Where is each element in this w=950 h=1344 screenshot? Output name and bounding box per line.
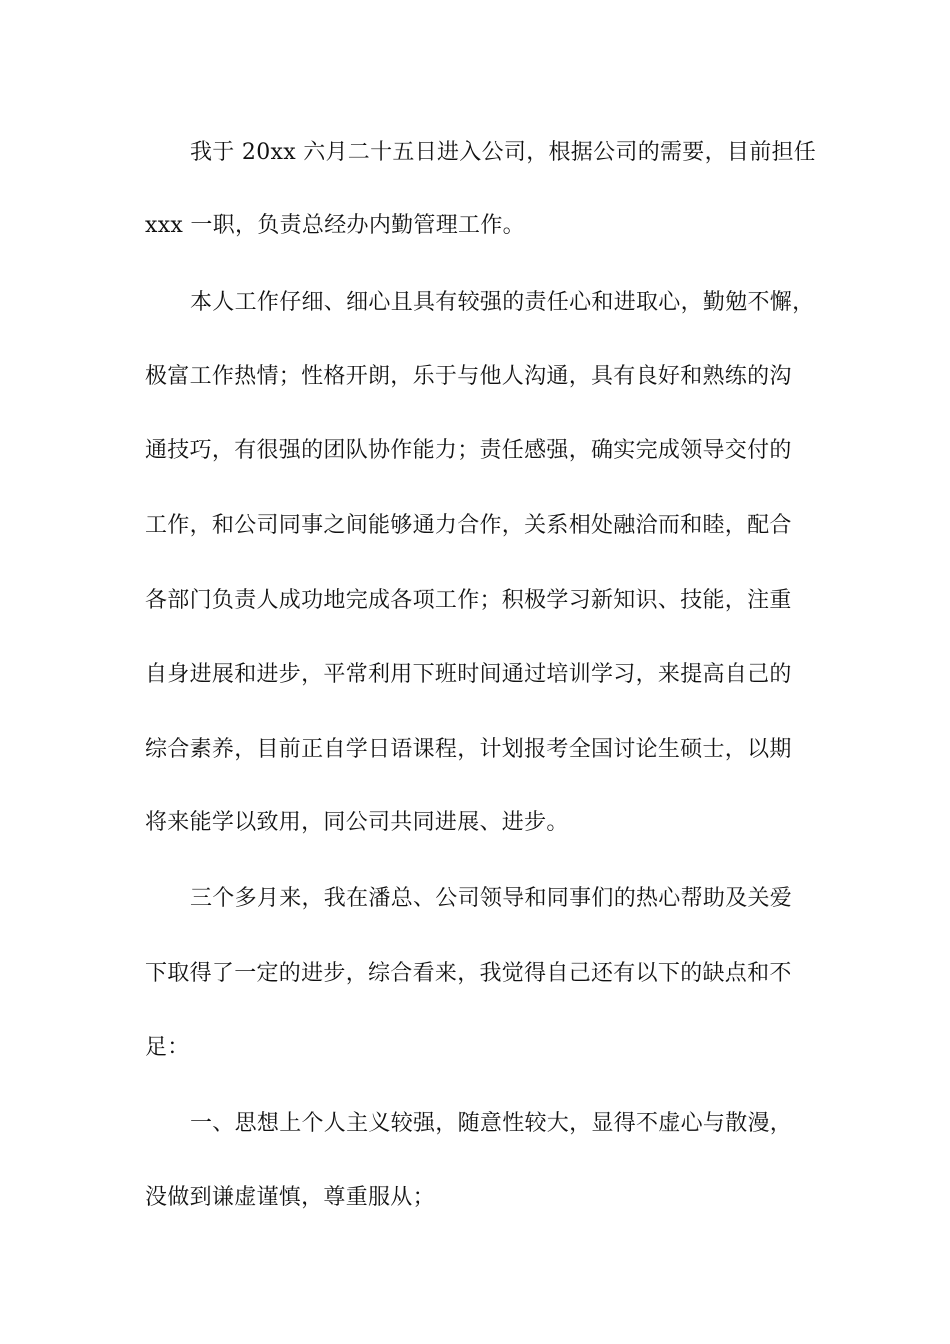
paragraph-2-line-1: 本人工作仔细、细心且具有较强的责任心和进取心，勤勉不懈， (190, 290, 815, 315)
paragraph-2-line-2: 极富工作热情；性格开朗，乐于与他人沟通，具有良好和熟练的沟 (145, 364, 792, 389)
paragraph-4-line-2: 没做到谦虚谨慎，尊重服从； (145, 1185, 435, 1210)
paragraph-2-line-6: 自身进展和进步，平常利用下班时间通过培训学习，来提高自己的 (145, 662, 792, 687)
paragraph-3-line-1: 三个多月来，我在潘总、公司领导和同事们的热心帮助及关爱 (190, 886, 793, 911)
paragraph-1-line-1: 我于 20xx 六月二十五日进入公司，根据公司的需要，目前担任 (190, 140, 817, 165)
paragraph-1-line-2: xxx 一职，负责总经办内勤管理工作。 (145, 213, 525, 238)
paragraph-2-line-5: 各部门负责人成功地完成各项工作；积极学习新知识、技能，注重 (145, 588, 792, 613)
paragraph-3-line-3: 足： (145, 1035, 190, 1060)
paragraph-2-line-4: 工作，和公司同事之间能够通力合作，关系相处融洽而和睦，配合 (145, 513, 792, 538)
paragraph-2-line-8: 将来能学以致用，同公司共同进展、进步。 (145, 810, 569, 835)
paragraph-2-line-3: 通技巧，有很强的团队协作能力；责任感强，确实完成领导交付的 (145, 438, 792, 463)
paragraph-3-line-2: 下取得了一定的进步，综合看来，我觉得自己还有以下的缺点和不 (145, 961, 792, 986)
paragraph-4-line-1: 一、思想上个人主义较强，随意性较大，显得不虚心与散漫， (190, 1111, 793, 1136)
paragraph-2-line-7: 综合素养，目前正自学日语课程，计划报考全国讨论生硕士，以期 (145, 737, 792, 762)
